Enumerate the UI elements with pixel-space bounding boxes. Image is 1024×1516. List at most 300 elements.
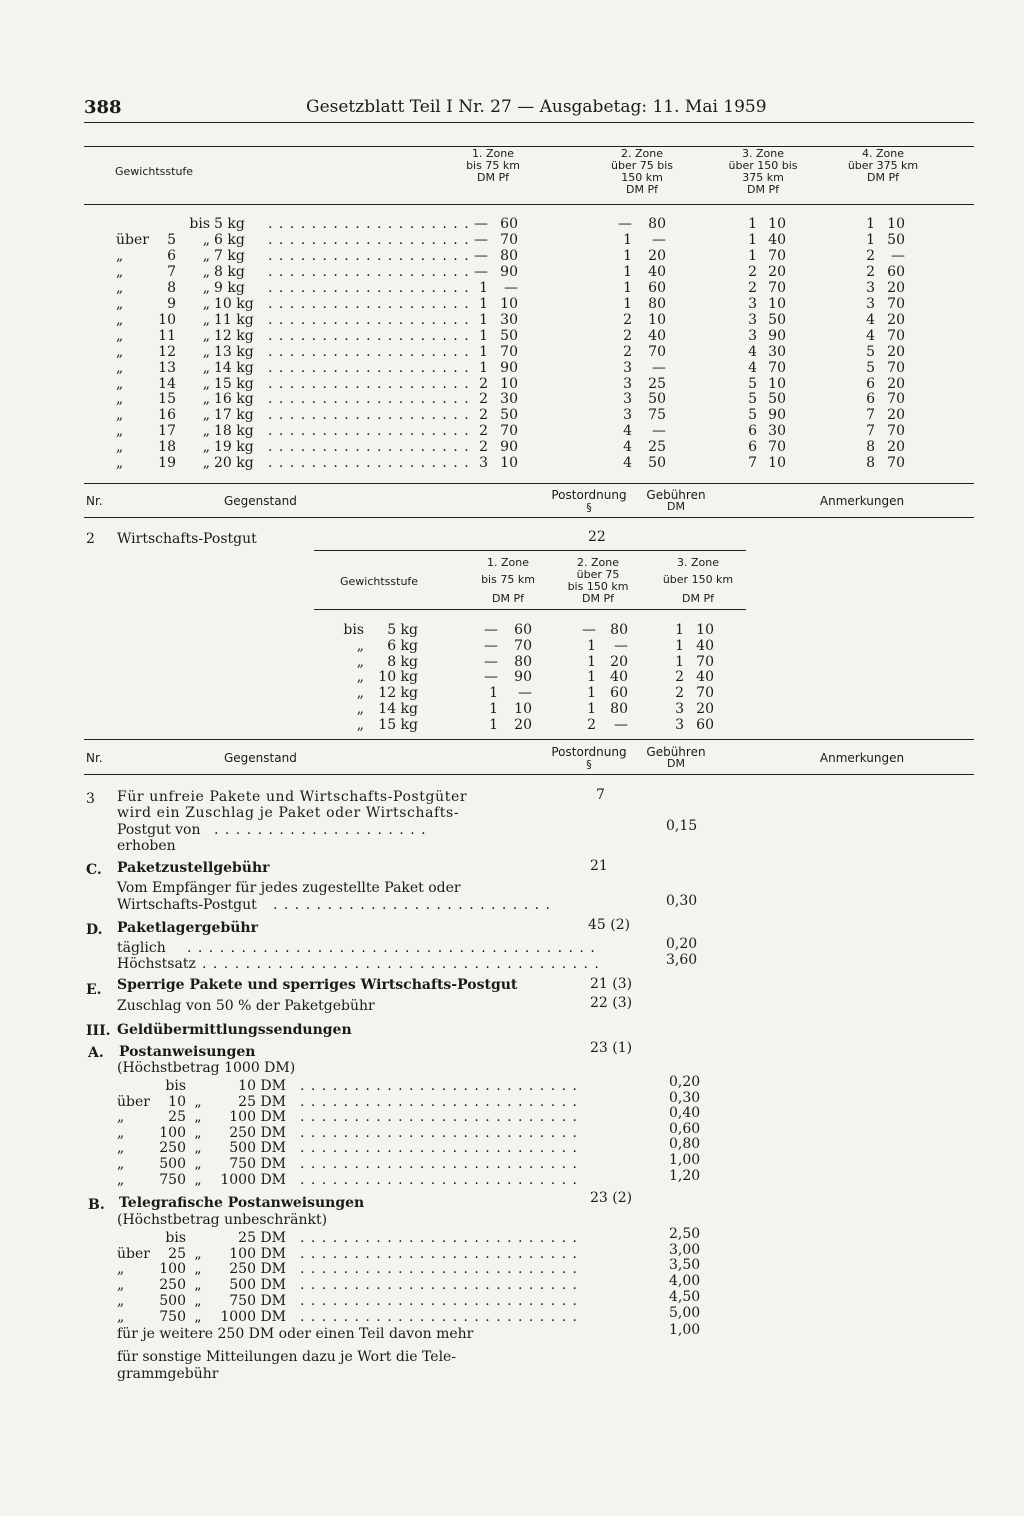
money-row-prefix: „	[117, 1156, 125, 1172]
dot-leader: . . . . . . . . . . . . . . . . . . .	[268, 280, 470, 296]
table1-cell-pf: 70	[768, 248, 786, 264]
table1-cell-pf: 70	[887, 455, 905, 471]
table1-cell-pf: 25	[648, 439, 666, 455]
table1-cell-dm: 2	[866, 248, 875, 264]
table1-cell-pf: 30	[500, 312, 518, 328]
item2-cell-pf: 60	[610, 685, 628, 701]
table1-cell-dm: 7	[748, 455, 757, 471]
table1-cell-dm: —	[474, 216, 488, 232]
table1-cell-pf: 10	[768, 296, 786, 312]
table1-cell-pf: 10	[500, 296, 518, 312]
table1-cell-pf: 20	[887, 407, 905, 423]
table1-cell-dm: 7	[866, 423, 875, 439]
table1-cell-dm: 1	[479, 280, 488, 296]
item2-row-quote: „	[356, 654, 364, 670]
section-a-title: Postanweisungen	[119, 1044, 256, 1060]
table1-cell-pf: 60	[648, 280, 666, 296]
table1-row-to: 14 kg	[214, 360, 254, 376]
money-row-fee: 0,40	[669, 1105, 701, 1121]
dot-leader: . . . . . . . . . . . . . . . . . . .	[268, 376, 470, 392]
table1-cell-dm: 6	[748, 439, 757, 455]
table1-cell-pf: 10	[768, 216, 786, 232]
table1-row-quote: „	[202, 455, 210, 471]
table1-row-prefix: „	[116, 376, 124, 392]
money-row-quote: „	[194, 1125, 202, 1141]
table1-cell-pf: 40	[648, 328, 666, 344]
money-row-to: 500 DM	[229, 1277, 286, 1293]
dot-leader: . . . . . . . . . . . . . . . . . . . . . . . . . . . . . . . . . . . . . .	[187, 940, 596, 956]
item2-cell-pf: 10	[514, 701, 532, 717]
table1-row-from: 11	[158, 328, 176, 344]
table1-cell-dm: 4	[748, 360, 757, 376]
money-row-to: 250 DM	[229, 1261, 286, 1277]
item2-row-quote: „	[356, 701, 364, 717]
item2-cell-pf: 60	[696, 717, 714, 733]
table1-cell-pf: —	[652, 423, 666, 439]
item2-cell-dm: 1	[587, 638, 596, 654]
dot-leader: . . . . . . . . . . . . . . . . . . .	[268, 423, 470, 439]
item2-row-to: 6 kg	[387, 638, 418, 654]
item2-cell-dm: —	[484, 654, 498, 670]
table1-cell-dm: 3	[748, 296, 757, 312]
table1-head-z3: 375 km	[742, 171, 784, 184]
dot-leader: . . . . . . . . . . . . . . . . . . . . . . . . . .	[300, 1246, 578, 1262]
table1-head-z2: 2. Zone	[621, 147, 663, 160]
table1-head-z3: 3. Zone	[742, 147, 784, 160]
dot-leader: . . . . . . . . . . . . . . . . . . . . . . . . . .	[300, 1140, 578, 1156]
section-a-para: 23 (1)	[590, 1040, 633, 1056]
item2-cell-dm: 1	[675, 654, 684, 670]
table1-cell-pf: 10	[887, 216, 905, 232]
money-row-fee: 4,50	[669, 1289, 701, 1305]
money-row-prefix: „	[117, 1309, 125, 1325]
money-row-to: 25 DM	[238, 1230, 286, 1246]
money-row-from: 750	[159, 1309, 186, 1325]
money-row-from: 500	[159, 1293, 186, 1309]
colhead-nr: Nr.	[86, 751, 103, 765]
item2-head-z1: 1. Zone	[487, 556, 529, 569]
dot-leader: . . . . . . . . . . . . . . . . . . .	[268, 296, 470, 312]
section-d-title: Paketlagergebühr	[117, 920, 258, 936]
item2-row-quote: „	[356, 717, 364, 733]
item2-cell-pf: 60	[514, 622, 532, 638]
item2-cell-dm: 2	[675, 669, 684, 685]
table1-head-z1: 1. Zone	[472, 147, 514, 160]
table1-row-prefix: „	[116, 391, 124, 407]
dot-leader: . . . . . . . . . . . . . . . . . . .	[268, 360, 470, 376]
colhead-dm: DM	[667, 500, 685, 513]
table1-cell-pf: 20	[887, 280, 905, 296]
dot-leader: . . . . . . . . . . . . . . . . . . .	[268, 407, 470, 423]
section-a-sub: (Höchstbetrag 1000 DM)	[117, 1060, 296, 1076]
item2-cell-dm: 1	[489, 701, 498, 717]
money-row-prefix: „	[117, 1293, 125, 1309]
table1-head-z1: bis 75 km	[466, 159, 520, 172]
table1-row-from: 13	[158, 360, 176, 376]
item2-cell-pf: 40	[696, 638, 714, 654]
table1-cell-dm: 4	[748, 344, 757, 360]
table1-row-quote: „	[202, 312, 210, 328]
table1-row-from: 15	[158, 391, 176, 407]
item2-row-quote: „	[356, 685, 364, 701]
table1-row-from: 5	[167, 232, 176, 248]
money-row-from: 500	[159, 1156, 186, 1172]
table1-cell-dm: 1	[479, 296, 488, 312]
table1-row-prefix: „	[116, 264, 124, 280]
money-row-from: bis	[165, 1230, 186, 1246]
section-d-row-fee: 3,60	[666, 952, 698, 968]
table1-row-to: 5 kg	[214, 216, 245, 232]
colhead-gebuehren: Gebühren	[646, 745, 706, 759]
dot-leader: . . . . . . . . . . . . . . . . . . .	[268, 344, 470, 360]
money-row-fee: 1,00	[669, 1152, 701, 1168]
table1-cell-pf: 20	[768, 264, 786, 280]
item2-head-z2: DM Pf	[582, 592, 614, 605]
section-d-letter: D.	[86, 922, 103, 938]
table1-cell-dm: 1	[748, 232, 757, 248]
table1-cell-pf: 30	[768, 423, 786, 439]
table1-cell-pf: 50	[648, 391, 666, 407]
item2-cell-pf: 40	[610, 669, 628, 685]
money-row-to: 250 DM	[229, 1125, 286, 1141]
table1-row-to: 16 kg	[214, 391, 254, 407]
item2-cell-dm: 1	[587, 654, 596, 670]
table1-cell-dm: —	[474, 232, 488, 248]
table1-cell-dm: 3	[866, 296, 875, 312]
table1-cell-dm: 3	[623, 360, 632, 376]
money-row-quote: „	[194, 1109, 202, 1125]
table1-row-quote: „	[202, 376, 210, 392]
item2-cell-pf: —	[614, 638, 628, 654]
table1-row-prefix: „	[116, 296, 124, 312]
section-c-letter: C.	[86, 862, 102, 878]
money-row-prefix: „	[117, 1172, 125, 1188]
item2-head-z2: 2. Zone	[577, 556, 619, 569]
table1-cell-pf: 40	[648, 264, 666, 280]
item2-cell-dm: 1	[587, 669, 596, 685]
money-row-to: 100 DM	[229, 1109, 286, 1125]
table1-cell-pf: 60	[500, 216, 518, 232]
table1-cell-pf: 80	[500, 248, 518, 264]
colhead2-bottom-rule	[84, 774, 974, 775]
table1-head-z2: 150 km	[621, 171, 663, 184]
table1-cell-pf: 70	[887, 328, 905, 344]
table1-cell-pf: 90	[768, 328, 786, 344]
table1-cell-pf: 70	[500, 423, 518, 439]
colhead-postordnung: Postordnung	[551, 745, 627, 759]
table1-cell-dm: 1	[748, 216, 757, 232]
table1-row-prefix: „	[116, 407, 124, 423]
item2-cell-pf: 70	[696, 685, 714, 701]
dot-leader: . . . . . . . . . . . . . . . . . . . . . . . . . .	[300, 1261, 578, 1277]
table1-cell-dm: 3	[623, 391, 632, 407]
money-row-from: 750	[159, 1172, 186, 1188]
section-d-row-label: Höchstsatz	[117, 956, 196, 972]
table1-cell-pf: 90	[500, 360, 518, 376]
table1-cell-pf: 70	[887, 423, 905, 439]
item2-cell-pf: 20	[610, 654, 628, 670]
money-row-to: 500 DM	[229, 1140, 286, 1156]
table1-row-to: 20 kg	[214, 455, 254, 471]
money-row-to: 25 DM	[238, 1094, 286, 1110]
table1-row-prefix: „	[116, 455, 124, 471]
table1-cell-pf: 20	[648, 248, 666, 264]
money-row-prefix: über	[117, 1246, 150, 1262]
table1-cell-dm: 2	[479, 423, 488, 439]
money-row-from: 250	[159, 1140, 186, 1156]
table1-cell-pf: 60	[887, 264, 905, 280]
money-row-fee: 0,20	[669, 1074, 701, 1090]
item2-row-quote: „	[356, 669, 364, 685]
money-row-from: 100	[159, 1125, 186, 1141]
table1-cell-pf: 70	[887, 391, 905, 407]
money-row-prefix: „	[117, 1261, 125, 1277]
table1-cell-dm: 2	[866, 264, 875, 280]
table1-cell-pf: 40	[768, 232, 786, 248]
dot-leader: . . . . . . . . . . . . . . . . . . . . . . . . . .	[273, 897, 551, 913]
table1-cell-pf: —	[891, 248, 905, 264]
table1-cell-dm: 1	[479, 328, 488, 344]
table1-cell-pf: 30	[500, 391, 518, 407]
money-row-from: 25	[168, 1109, 186, 1125]
table1-cell-dm: 1	[479, 344, 488, 360]
table1-row-prefix: „	[116, 360, 124, 376]
item2-para: 22	[588, 529, 606, 545]
item2-cell-pf: 20	[696, 701, 714, 717]
table1-cell-dm: 2	[479, 439, 488, 455]
table1-row-from: 19	[158, 455, 176, 471]
money-row-prefix: „	[117, 1140, 125, 1156]
dot-leader: . . . . . . . . . . . . . . . . . . . . . . . . . .	[300, 1094, 578, 1110]
item3-line-4: erhoben	[117, 838, 176, 854]
table1-cell-pf: 70	[500, 344, 518, 360]
table1-row-prefix: „	[116, 423, 124, 439]
table1-cell-pf: 50	[648, 455, 666, 471]
item3-line-2: wird ein Zuschlag je Paket oder Wirtschafts-	[117, 805, 460, 821]
item2-cell-dm: 1	[587, 701, 596, 717]
colhead-gebuehren: Gebühren	[646, 488, 706, 502]
table1-row-to: 10 kg	[214, 296, 254, 312]
table1-row-quote: „	[202, 232, 210, 248]
table1-cell-dm: 5	[748, 391, 757, 407]
table1-cell-dm: 1	[623, 232, 632, 248]
table1-cell-pf: 20	[887, 344, 905, 360]
colhead-nr: Nr.	[86, 494, 103, 508]
section-b-extra-fee: 1,00	[669, 1322, 701, 1338]
table1-cell-dm: 4	[866, 328, 875, 344]
table1-row-prefix: „	[116, 439, 124, 455]
table1-row-quote: „	[202, 423, 210, 439]
money-row-fee: 1,20	[669, 1168, 701, 1184]
table1-cell-dm: 1	[623, 264, 632, 280]
dot-leader: . . . . . . . . . . . . . . . . . . .	[268, 455, 470, 471]
colhead-paragraph: §	[586, 758, 592, 771]
section-c-title: Paketzustellgebühr	[117, 860, 270, 876]
table1-row-to: 12 kg	[214, 328, 254, 344]
item2-cell-dm: 3	[675, 701, 684, 717]
table1-row-to: 11 kg	[214, 312, 254, 328]
table1-cell-pf: 10	[500, 376, 518, 392]
item2-cell-dm: —	[484, 622, 498, 638]
dot-leader: . . . . . . . . . . . . . . . . . . .	[268, 328, 470, 344]
section-iii-letter: III.	[86, 1023, 111, 1039]
table1-cell-pf: 70	[887, 360, 905, 376]
colhead2-top-rule	[84, 739, 974, 740]
table1-row-from: 12	[158, 344, 176, 360]
money-row-from: bis	[165, 1078, 186, 1094]
table1-cell-pf: 30	[768, 344, 786, 360]
money-row-from: 100	[159, 1261, 186, 1277]
table1-row-prefix: „	[116, 280, 124, 296]
table1-cell-pf: 70	[768, 439, 786, 455]
money-row-prefix: „	[117, 1277, 125, 1293]
section-e-title: Sperrige Pakete und sperriges Wirtschafts-Postgut	[117, 977, 518, 993]
table1-cell-dm: 4	[623, 455, 632, 471]
table1-head-z4: 4. Zone	[862, 147, 904, 160]
table1-row-to: 8 kg	[214, 264, 245, 280]
table1-cell-dm: 6	[866, 376, 875, 392]
table1-row-quote: „	[202, 280, 210, 296]
colhead-paragraph: §	[586, 501, 592, 514]
section-e-line: Zuschlag von 50 % der Paketgebühr	[117, 998, 375, 1014]
table1-cell-dm: 3	[623, 376, 632, 392]
item2-cell-dm: —	[484, 669, 498, 685]
table1-cell-pf: 90	[500, 439, 518, 455]
table1-row-to: 15 kg	[214, 376, 254, 392]
table1-cell-dm: —	[618, 216, 632, 232]
table1-head-rule	[84, 204, 974, 205]
table1-cell-dm: 3	[623, 407, 632, 423]
colhead-gegenstand: Gegenstand	[224, 494, 297, 508]
table1-row-from: 8	[167, 280, 176, 296]
item3-para: 7	[596, 787, 605, 803]
section-e-letter: E.	[86, 982, 102, 998]
colhead-postordnung: Postordnung	[551, 488, 627, 502]
table1-cell-dm: 4	[623, 423, 632, 439]
dot-leader: . . . . . . . . . . . . . . . . . . .	[268, 232, 470, 248]
page-title: Gesetzblatt Teil I Nr. 27 — Ausgabetag: 11. Mai 1959	[306, 97, 767, 117]
section-a-letter: A.	[88, 1045, 104, 1061]
money-row-quote: „	[194, 1293, 202, 1309]
item2-cell-pf: —	[518, 685, 532, 701]
table1-cell-dm: 3	[479, 455, 488, 471]
money-row-quote: „	[194, 1156, 202, 1172]
table1-cell-pf: 70	[768, 360, 786, 376]
item3-line-1: Für unfreie Pakete und Wirtschafts-Postgüter	[117, 789, 468, 805]
table1-cell-dm: 5	[748, 376, 757, 392]
table1-cell-dm: —	[474, 264, 488, 280]
table1-cell-pf: 10	[768, 455, 786, 471]
table1-cell-pf: 80	[648, 216, 666, 232]
table1-cell-pf: 50	[768, 312, 786, 328]
table1-cell-pf: 50	[768, 391, 786, 407]
item2-cell-pf: 40	[696, 669, 714, 685]
table1-cell-pf: —	[504, 280, 518, 296]
table1-row-to: 17 kg	[214, 407, 254, 423]
table1-head-z3: DM Pf	[747, 183, 779, 196]
table1-cell-dm: 8	[866, 439, 875, 455]
dot-leader: . . . . . . . . . . . . . . . . . . . . . . . . . . . . . . . . . . . . .	[202, 956, 600, 972]
table1-row-quote: „	[202, 407, 210, 423]
item2-table-top-rule	[314, 550, 746, 551]
table1-row-to: 7 kg	[214, 248, 245, 264]
item2-head-z1: DM Pf	[492, 592, 524, 605]
colhead-dm: DM	[667, 757, 685, 770]
table1-cell-pf: 70	[500, 232, 518, 248]
table1-cell-dm: 2	[479, 391, 488, 407]
table1-head-gewicht: Gewichtsstufe	[115, 165, 194, 178]
table1-cell-pf: 25	[648, 376, 666, 392]
item2-cell-dm: 1	[587, 685, 596, 701]
table1-head-z4: DM Pf	[867, 171, 899, 184]
money-row-fee: 5,00	[669, 1305, 701, 1321]
item2-head-z3: 3. Zone	[677, 556, 719, 569]
table1-cell-pf: 50	[500, 328, 518, 344]
item2-row-quote: „	[356, 638, 364, 654]
table1-cell-dm: 1	[866, 216, 875, 232]
item2-cell-dm: 2	[675, 685, 684, 701]
table1-row-quote: „	[202, 360, 210, 376]
section-c-para: 21	[590, 858, 608, 874]
item2-cell-pf: 90	[514, 669, 532, 685]
section-iii-title: Geldübermittlungssendungen	[117, 1022, 352, 1038]
table1-head-z3: über 150 bis	[728, 159, 798, 172]
table1-row-quote: „	[202, 328, 210, 344]
table1-cell-pf: 90	[500, 264, 518, 280]
colhead-gegenstand: Gegenstand	[224, 751, 297, 765]
dot-leader: . . . . . . . . . . . . . . . . . . . . . . . . . .	[300, 1156, 578, 1172]
table1-cell-dm: 2	[479, 407, 488, 423]
table1-row-prefix: „	[116, 312, 124, 328]
table1-cell-pf: 90	[768, 407, 786, 423]
dot-leader: . . . . . . . . . . . . . . . . . . . . . . . . . .	[300, 1109, 578, 1125]
table1-row-to: 13 kg	[214, 344, 254, 360]
dot-leader: . . . . . . . . . . . . . . . . . . .	[268, 216, 470, 232]
table1-row-from: 6	[167, 248, 176, 264]
table1-cell-pf: 20	[887, 439, 905, 455]
item2-cell-pf: 80	[610, 622, 628, 638]
dot-leader: . . . . . . . . . . . . . . . . . . . . . . . . . .	[300, 1277, 578, 1293]
table1-cell-pf: 10	[648, 312, 666, 328]
table1-row-from: 14	[158, 376, 176, 392]
colhead1-top-rule	[84, 483, 974, 484]
table1-cell-dm: 1	[479, 312, 488, 328]
table1-head-z1: DM Pf	[477, 171, 509, 184]
table1-cell-pf: 70	[887, 296, 905, 312]
money-row-to: 10 DM	[238, 1078, 286, 1094]
table1-row-prefix: über	[116, 232, 149, 248]
table1-cell-dm: 2	[479, 376, 488, 392]
item2-row-to: 12 kg	[378, 685, 418, 701]
money-row-quote: „	[194, 1277, 202, 1293]
table1-cell-dm: 5	[748, 407, 757, 423]
item2-cell-dm: —	[484, 638, 498, 654]
dot-leader: . . . . . . . . . . . . . . . . . . . . . . . . . .	[300, 1125, 578, 1141]
item2-head-z1: bis 75 km	[481, 573, 535, 586]
money-row-quote: „	[194, 1172, 202, 1188]
dot-leader: . . . . . . . . . . . . . . . . . . .	[268, 264, 470, 280]
table1-row-quote: „	[202, 296, 210, 312]
page-number: 388	[84, 97, 122, 118]
money-row-to: 1000 DM	[220, 1172, 286, 1188]
item2-head-z2: bis 150 km	[567, 580, 629, 593]
dot-leader: . . . . . . . . . . . . . . . . . . . .	[214, 822, 427, 838]
item2-row-to: 8 kg	[387, 654, 418, 670]
table1-cell-dm: 3	[866, 280, 875, 296]
table1-cell-pf: —	[652, 360, 666, 376]
table1-cell-pf: 20	[887, 312, 905, 328]
item3-fee: 0,15	[666, 818, 698, 834]
